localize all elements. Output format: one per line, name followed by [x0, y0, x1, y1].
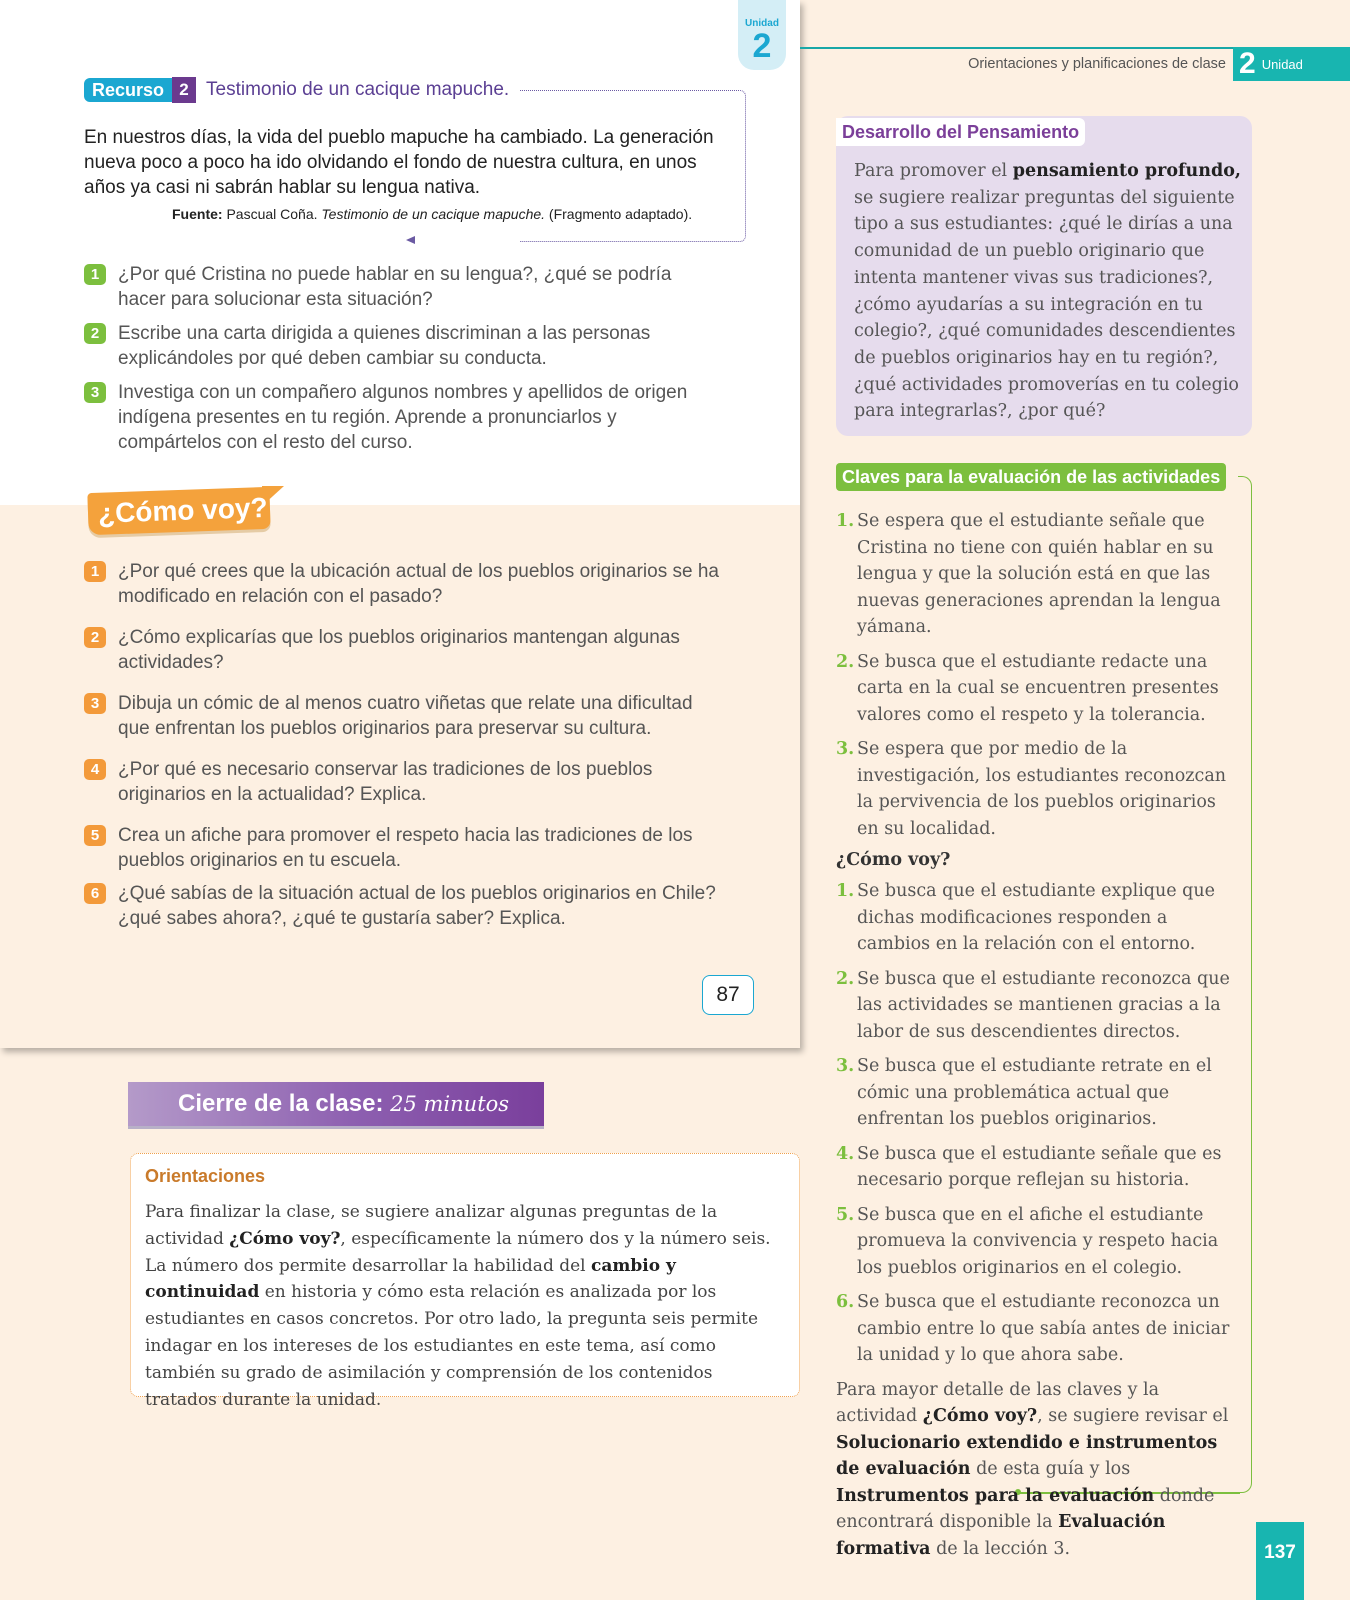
answer-text: Se busca que el estudiante explique que dichas modificaciones responden a cambios en la relación con el entorno.: [857, 881, 1216, 954]
recurso-source: [172, 206, 732, 222]
question-number-badge: 3: [84, 382, 106, 403]
header-section-title: Orientaciones y planificaciones de clase: [968, 56, 1226, 72]
question-number-badge: 3: [84, 693, 106, 714]
cierre-banner: [128, 1082, 544, 1126]
desarrollo-bold: pensamiento profundo,: [1012, 161, 1241, 181]
claves-final-text: de la lección 3.: [930, 1538, 1071, 1559]
header-unit-number: 2: [1239, 47, 1256, 80]
answer-number: 6.: [836, 1292, 855, 1312]
recurso-questions: [84, 262, 724, 464]
claves-final-bold: Instrumentos para la evaluación: [836, 1485, 1155, 1506]
recurso-title: Testimonio de un cacique mapuche.: [206, 79, 510, 100]
list-item: [836, 649, 1240, 729]
claves-final-bold: ¿Cómo voy?: [922, 1406, 1038, 1426]
claves-final-text: , se sugiere revisar el: [1037, 1406, 1229, 1426]
question-number-badge: 6: [84, 883, 106, 904]
como-voy-badge: ¿Cómo voy?: [87, 487, 270, 535]
answer-number: 3.: [836, 739, 855, 759]
recurso-number: 2: [172, 77, 196, 103]
student-page-number: 87: [702, 975, 754, 1015]
unit-tab-label: Unidad: [745, 18, 779, 29]
recurso-arrow-icon: [406, 236, 415, 244]
recurso-badge: Recurso: [84, 78, 172, 102]
claves-list: [836, 508, 1240, 1562]
list-item: [836, 878, 1240, 958]
recurso-header: [84, 78, 509, 102]
claves-frame: [1238, 476, 1252, 1493]
claves-final-text: de esta guía y los: [970, 1459, 1131, 1479]
question-text: Investiga con un compañero algunos nombres y apellidos de origen indígena presentes en tu región. Aprende a pronunciarlos y compártelos con el resto del curso.: [118, 382, 688, 453]
list-item: [84, 559, 724, 609]
question-text: ¿Por qué es necesario conservar las tradiciones de los pueblos originarios en la actualidad? Explica.: [118, 759, 653, 805]
list-item: [836, 1053, 1240, 1133]
question-number-badge: 2: [84, 323, 106, 344]
list-item: [836, 966, 1240, 1046]
answer-number: 5.: [836, 1204, 855, 1225]
claves-subheading: ¿Cómo voy?: [836, 850, 951, 870]
question-number-badge: 1: [84, 561, 106, 582]
answer-text: Se busca que el estudiante reconozca que las actividades se mantienen gracias a la labor de sus descendientes directos.: [857, 968, 1230, 1042]
list-item: [84, 823, 724, 873]
question-text: ¿Qué sabías de la situación actual de los pueblos originarios en Chile? ¿qué sabes ahora?, ¿qué te gustaría saber? Explica.: [118, 883, 716, 929]
orientaciones-text: en historia y cómo esta relación es analizada por los estudiantes en casos concretos. Por otro lado, la pregunta seis permite indagar en los intereses de los estudiantes en este tema, así como también su grado de asimilación y comprensión de los contenidos tratados durante la unidad.: [145, 1282, 759, 1410]
unit-tab-number: 2: [752, 27, 772, 65]
list-item: [836, 736, 1240, 842]
como-voy-questions: [84, 559, 724, 940]
answer-text: Se busca que el estudiante señale que es necesario porque reflejan su historia.: [857, 1143, 1222, 1190]
question-text: ¿Cómo explicarías que los pueblos originarios mantengan algunas actividades?: [118, 627, 680, 673]
question-text: Crea un afiche para promover el respeto hacia las tradiciones de los pueblos originarios en tu escuela.: [118, 825, 693, 871]
answer-number: 3.: [836, 1056, 855, 1076]
answer-text: Se busca que el estudiante reconozca un cambio entre lo que sabía antes de iniciar la unidad y lo que ahora sabe.: [857, 1292, 1230, 1365]
answer-text: Se busca que el estudiante retrate en el cómic una problemática actual que enfrentan los pueblos originarios.: [857, 1056, 1212, 1129]
claves-title: Claves para la evaluación de las actividades: [836, 463, 1226, 491]
claves-final-text: donde encontrará disponible la: [836, 1485, 1215, 1532]
question-text: Escribe una carta dirigida a quienes discriminan a las personas explicándoles por qué deben cambiar su conducta.: [118, 323, 651, 369]
claves-final-note: [836, 1377, 1240, 1563]
question-text: ¿Por qué crees que la ubicación actual de los pueblos originarios se ha modificado en relación con el pasado?: [118, 561, 719, 607]
list-item: [836, 1141, 1240, 1194]
claves-final-bold: Evaluación formativa: [836, 1512, 1166, 1559]
question-text: Dibuja un cómic de al menos cuatro viñetas que relate una dificultad que enfrentan los pueblos originarios para preservar su cultura.: [118, 693, 693, 739]
question-text: ¿Por qué Cristina no puede hablar en su lengua?, ¿qué se podría hacer para solucionar esta situación?: [118, 264, 672, 310]
header-unit-tab: [1233, 47, 1350, 81]
question-number-badge: 4: [84, 759, 106, 780]
question-number-badge: 2: [84, 627, 106, 648]
list-item: [836, 1289, 1240, 1369]
cierre-label: Cierre de la clase:: [178, 1090, 384, 1117]
unit-tab: [738, 0, 786, 70]
answer-number: 1.: [836, 511, 855, 531]
header-unit-label: Unidad: [1261, 56, 1303, 72]
answer-text: Se espera que por medio de la investigación, los estudiantes reconozcan la pervivencia de los pueblos originarios en su localidad.: [857, 739, 1227, 839]
cierre-time: 25 minutos: [390, 1092, 510, 1116]
page-number: 137: [1256, 1522, 1304, 1600]
recurso-source-title: Testimonio de un cacique mapuche.: [321, 206, 546, 222]
list-item: [84, 691, 724, 741]
list-item: [836, 508, 1240, 641]
question-number-badge: 1: [84, 264, 106, 285]
list-item: [84, 321, 724, 371]
orientaciones-body: [145, 1199, 785, 1413]
recurso-source-label: Fuente:: [172, 206, 223, 222]
answer-number: 1.: [836, 881, 855, 901]
answer-text: Se busca que el estudiante redacte una carta en la cual se encuentren presentes valores como el respeto y la tolerancia.: [857, 651, 1219, 725]
orientaciones-text: Para finalizar la clase, se sugiere analizar algunas preguntas de la actividad: [145, 1202, 718, 1249]
answer-number: 4.: [836, 1143, 855, 1164]
desarrollo-text: Para promover el: [854, 161, 1013, 181]
desarrollo-title: Desarrollo del Pensamiento: [836, 118, 1085, 146]
orientaciones-title: Orientaciones: [145, 1166, 266, 1186]
desarrollo-body: [854, 158, 1244, 425]
answer-number: 2.: [836, 968, 855, 989]
student-page: [0, 0, 800, 1048]
claves-final-bold: Solucionario extendido e instrumentos de evaluación: [836, 1432, 1218, 1479]
orientaciones-box: [130, 1153, 800, 1410]
list-item: [84, 757, 724, 807]
list-item: [84, 380, 724, 455]
question-number-badge: 5: [84, 825, 106, 846]
recurso-source-note: (Fragmento adaptado).: [548, 206, 693, 222]
list-item: [84, 262, 724, 312]
answer-number: 2.: [836, 651, 855, 672]
desarrollo-text: se sugiere realizar preguntas del siguiente tipo a sus estudiantes: ¿qué le dirías a una comunidad de un pueblo originario que intenta mantener vivas sus tradiciones?, ¿cómo ayudarías a su integración en tu colegio?, ¿qué comunidades descendientes de pueblos originarios hay en tu región?, ¿qué actividades promoverías en tu colegio para integrarlas?, ¿por qué?: [854, 187, 1239, 422]
answer-text: Se espera que el estudiante señale que Cristina no tiene con quién hablar en su lengua y que la solución está en que las nuevas generaciones aprendan la lengua yámana.: [857, 511, 1221, 637]
recurso-quote: En nuestros días, la vida del pueblo mapuche ha cambiado. La generación nueva poco a poco ha ido olvidando el fondo de nuestra cultura, en unos años ya casi ni sabrán hablar su lengua nativa.: [84, 127, 714, 198]
orientaciones-bold: cambio y continuidad: [145, 1255, 676, 1303]
recurso-source-author: Pascual Coña.: [226, 206, 318, 222]
list-item: [84, 881, 724, 931]
answer-text: Se busca que en el afiche el estudiante promueva la convivencia y respeto hacia los pueblos originarios en el colegio.: [857, 1204, 1219, 1278]
claves-final-text: Para mayor detalle de las claves y la actividad: [836, 1379, 1160, 1426]
list-item: [84, 625, 724, 675]
orientaciones-bold: ¿Cómo voy?: [229, 1228, 341, 1249]
orientaciones-text: , específicamente la número dos y la número seis. La número dos permite desarrollar la habilidad del: [145, 1228, 771, 1276]
list-item: [836, 1202, 1240, 1282]
